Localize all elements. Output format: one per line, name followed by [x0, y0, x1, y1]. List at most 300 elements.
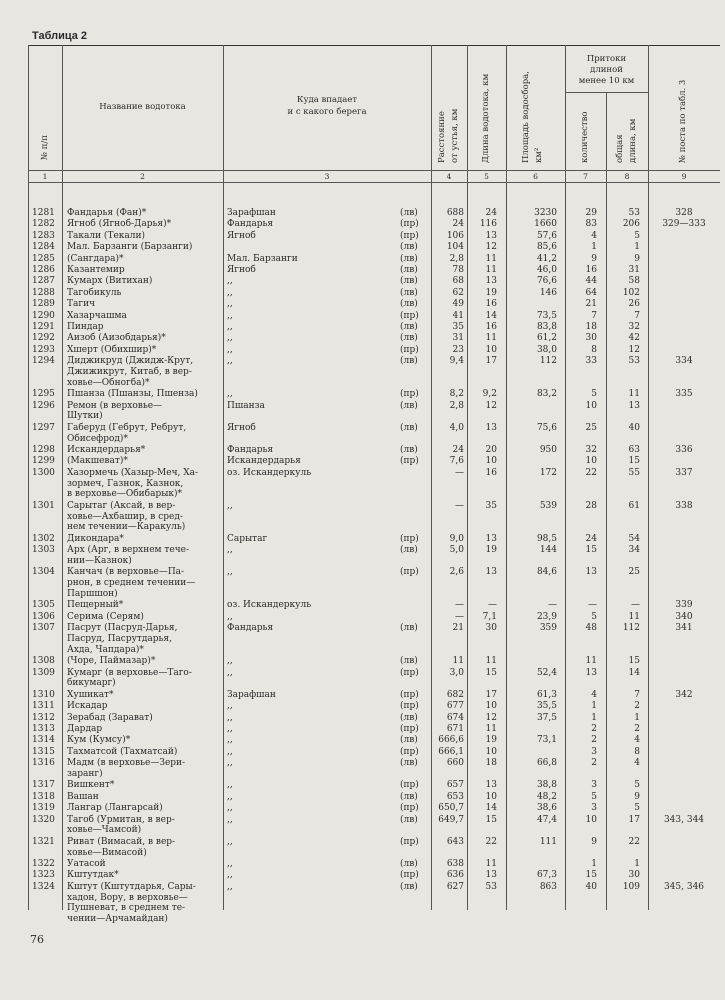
- tributary-count: 24: [585, 533, 597, 544]
- distance-from-mouth: 62: [452, 287, 464, 298]
- watercourse-name: Тахматсой (Тахматсай): [67, 746, 178, 757]
- watercourse-name: Пещерный*: [67, 600, 124, 611]
- inflow-into: ,,: [227, 287, 233, 298]
- distance-from-mouth: 49: [452, 299, 464, 310]
- tributary-count: 5: [591, 611, 597, 622]
- watercourse-length: 13: [485, 230, 497, 241]
- distance-from-mouth: 11: [452, 656, 464, 667]
- distance-from-mouth: 2,8: [449, 400, 464, 411]
- tributary-total-length: 5: [634, 803, 640, 814]
- tributary-total-length: 109: [622, 881, 640, 892]
- watercourse-name: нем течении—Каракуль): [67, 522, 186, 533]
- tributary-total-length: 9: [634, 791, 640, 802]
- row-number: 1300: [32, 467, 55, 478]
- bank-side: (лв): [400, 881, 418, 892]
- basin-area: 41,2: [536, 253, 557, 264]
- distance-from-mouth: 35: [452, 322, 464, 332]
- watercourse-name: Ремон (в верховье—: [67, 400, 163, 411]
- bank-side: (лв): [400, 265, 418, 275]
- row-number: 1302: [32, 533, 55, 544]
- watercourse-length: 7,1: [482, 611, 497, 622]
- watercourse-length: 35: [485, 500, 497, 511]
- tributary-count: 4: [591, 689, 597, 700]
- tributary-total-length: 2: [634, 701, 640, 712]
- distance-from-mouth: 31: [452, 333, 464, 344]
- watercourse-name: в верховье—Обибарык)*: [67, 489, 183, 500]
- row-number: 1296: [32, 400, 55, 411]
- inflow-into: Фандарья: [227, 445, 274, 455]
- row-number: 1314: [32, 735, 55, 746]
- watercourse-length: 16: [485, 467, 497, 478]
- distance-from-mouth: 7,6: [449, 456, 464, 467]
- inflow-into: ,,: [227, 545, 233, 556]
- watercourse-name: Искандердарья*: [67, 445, 146, 455]
- bank-side: (лв): [400, 276, 418, 287]
- row-number: 1310: [32, 689, 55, 700]
- watercourse-name: Пасруд, Пасрутдарья,: [67, 634, 172, 644]
- bank-side: (лв): [400, 400, 418, 411]
- watercourse-name: Дардар: [67, 724, 103, 734]
- watercourse-name: бикумарг): [67, 678, 116, 689]
- inflow-into: ,,: [227, 836, 233, 847]
- watercourse-name: Пшанза (Пшанзы, Пшенза): [67, 389, 198, 400]
- tributary-total-length: 5: [634, 230, 640, 241]
- distance-from-mouth: 666,6: [438, 735, 464, 746]
- watercourse-length: 10: [485, 456, 497, 467]
- post-number: 329—333: [662, 219, 706, 230]
- row-number: 1316: [32, 758, 55, 769]
- tributary-count: 2: [591, 724, 597, 734]
- row-number: 1287: [32, 276, 55, 287]
- basin-area: 359: [539, 623, 557, 634]
- row-number: 1289: [32, 299, 55, 310]
- tributary-count: 3: [591, 746, 597, 757]
- tributary-count: 7: [591, 310, 597, 321]
- watercourse-length: 10: [485, 746, 497, 757]
- tributary-count: 10: [585, 456, 597, 467]
- basin-area: 52,4: [536, 667, 557, 678]
- watercourse-length: 15: [485, 814, 497, 825]
- tributary-total-length: 14: [628, 667, 640, 678]
- inflow-into: ,,: [227, 322, 233, 332]
- inflow-into: ,,: [227, 712, 233, 723]
- bank-side: (лв): [400, 445, 418, 455]
- watercourse-name: (Макшеват)*: [67, 456, 128, 467]
- tributary-count: 64: [585, 287, 597, 298]
- tributary-total-length: 61: [628, 500, 640, 511]
- tributary-count: 1: [591, 701, 597, 712]
- inflow-into: ,,: [227, 500, 233, 511]
- watercourse-length: 12: [485, 242, 497, 253]
- tributary-total-length: 8: [634, 746, 640, 757]
- tributary-count: 3: [591, 803, 597, 814]
- inflow-into: Зарафшан: [227, 208, 276, 218]
- distance-from-mouth: 657: [446, 780, 464, 791]
- tributary-count: 8: [591, 344, 597, 355]
- tributary-total-length: 58: [628, 276, 640, 287]
- bank-side: (лв): [400, 758, 418, 769]
- distance-from-mouth: 41: [452, 310, 464, 321]
- row-number: 1303: [32, 545, 55, 556]
- basin-area: 66,8: [536, 758, 557, 769]
- distance-from-mouth: 9,4: [449, 356, 464, 367]
- watercourse-length: 13: [485, 870, 497, 881]
- distance-from-mouth: 627: [446, 881, 464, 892]
- inflow-into: ,,: [227, 656, 233, 667]
- tributary-count: 5: [591, 389, 597, 400]
- inflow-into: ,,: [227, 881, 233, 892]
- inflow-into: ,,: [227, 567, 233, 578]
- watercourse-name: Джижикрут, Китаб, в вер-: [67, 367, 192, 377]
- bank-side: (пр): [400, 533, 419, 544]
- tributary-count: 2: [591, 758, 597, 769]
- post-number: 334: [675, 356, 693, 367]
- watercourse-name: Аизоб (Аизобдарья)*: [67, 333, 166, 344]
- bank-side: (пр): [400, 389, 419, 400]
- column-number: 6: [533, 172, 538, 181]
- row-number: 1322: [32, 859, 55, 869]
- post-number: 335: [675, 389, 693, 400]
- row-number: 1308: [32, 656, 55, 667]
- bank-side: (лв): [400, 208, 418, 218]
- inflow-into: Мал. Барзанги: [227, 253, 298, 264]
- column-number: 8: [624, 172, 630, 181]
- watercourse-name: Фандарья (Фан)*: [67, 208, 147, 218]
- page-number: 76: [30, 933, 44, 946]
- basin-area: 144: [539, 545, 557, 556]
- tributary-count: 22: [585, 467, 597, 478]
- row-number: 1321: [32, 836, 55, 847]
- column-number: 7: [583, 172, 588, 181]
- row-number: 1291: [32, 322, 55, 332]
- tributary-total-length: 5: [634, 780, 640, 791]
- basin-area: 98,5: [536, 533, 557, 544]
- basin-area: 73,5: [536, 310, 557, 321]
- row-number: 1298: [32, 445, 55, 455]
- bank-side: (пр): [400, 219, 419, 230]
- inflow-into: ,,: [227, 735, 233, 746]
- watercourse-name: Шутки): [67, 411, 103, 422]
- inflow-into: Ягноб: [227, 422, 256, 433]
- row-number: 1297: [32, 422, 55, 433]
- inflow-into: ,,: [227, 299, 233, 310]
- watercourse-name: нии—Казнок): [67, 556, 132, 566]
- tributary-count: 18: [585, 322, 597, 332]
- watercourse-length: 19: [485, 287, 497, 298]
- header-name: Название водотока: [99, 102, 186, 112]
- tributary-total-length: 26: [628, 299, 640, 310]
- watercourse-length: 24: [485, 208, 497, 218]
- distance-from-mouth: 666,1: [438, 746, 464, 757]
- header-distance-2: от устья, км: [450, 108, 460, 163]
- bank-side: (лв): [400, 422, 418, 433]
- tributary-total-length: 22: [628, 836, 640, 847]
- row-number: 1323: [32, 870, 55, 881]
- bank-side: (пр): [400, 230, 419, 241]
- watercourse-name: Ахда, Чапдара)*: [67, 644, 144, 655]
- inflow-into: Ягноб: [227, 230, 256, 241]
- basin-area: 1660: [534, 219, 557, 230]
- bank-side: (лв): [400, 322, 418, 332]
- watercourse-length: 12: [485, 400, 497, 411]
- inflow-into: оз. Искандеркуль: [227, 467, 312, 478]
- inflow-into: ,,: [227, 344, 233, 355]
- basin-area: 38,6: [536, 803, 557, 814]
- watercourse-name: Кштутдак*: [67, 870, 119, 881]
- watercourse-name: рнон, в среднем течении—: [67, 578, 196, 589]
- watercourse-name: Тагоб (Урмитан, в вер-: [67, 814, 175, 825]
- column-number: 9: [681, 172, 687, 181]
- tributary-count: 4: [591, 230, 597, 241]
- watercourse-name: Пушневат, в среднем те-: [67, 903, 186, 914]
- distance-from-mouth: 3,0: [449, 667, 464, 678]
- distance-from-mouth: 671: [446, 724, 464, 734]
- watercourse-name: Диджикруд (Джидж-Крут,: [67, 356, 194, 367]
- tributary-count: 2: [591, 735, 597, 746]
- inflow-into: ,,: [227, 310, 233, 321]
- distance-from-mouth: 2,8: [449, 253, 464, 264]
- inflow-into: Фандарья: [227, 219, 274, 230]
- bank-side: (лв): [400, 253, 418, 264]
- basin-area: —: [548, 600, 557, 611]
- tributary-total-length: 34: [628, 545, 640, 556]
- tributary-total-length: 102: [622, 287, 640, 298]
- distance-from-mouth: 650,7: [438, 803, 464, 814]
- tributary-count: 28: [585, 500, 597, 511]
- post-number: 338: [675, 500, 693, 511]
- column-number: 4: [446, 172, 452, 181]
- tributary-count: 29: [585, 208, 597, 218]
- bank-side: (пр): [400, 567, 419, 578]
- row-number: 1318: [32, 791, 55, 802]
- inflow-into: ,,: [227, 870, 233, 881]
- post-number: 343, 344: [663, 814, 705, 825]
- row-number: 1320: [32, 814, 55, 825]
- row-number: 1313: [32, 724, 55, 734]
- post-number: 328: [675, 208, 693, 218]
- watercourse-length: 17: [485, 356, 497, 367]
- row-number: 1301: [32, 500, 55, 511]
- watercourse-length: 10: [485, 791, 497, 802]
- bank-side: (лв): [400, 712, 418, 723]
- tributary-total-length: 15: [628, 656, 640, 667]
- watercourse-name: Вишкент*: [67, 780, 115, 791]
- row-number: 1311: [32, 701, 55, 712]
- watercourse-name: Пиндар: [67, 322, 104, 332]
- basin-area: 35,5: [536, 701, 557, 712]
- tributary-total-length: 31: [628, 265, 640, 275]
- tributary-count: 10: [585, 400, 597, 411]
- watercourse-length: 19: [485, 545, 497, 556]
- basin-area: 47,4: [536, 814, 557, 825]
- row-number: 1306: [32, 611, 55, 622]
- watercourse-length: 13: [485, 780, 497, 791]
- row-number: 1304: [32, 567, 55, 578]
- watercourse-length: 116: [479, 219, 497, 230]
- watercourse-length: 11: [485, 333, 497, 344]
- tributary-total-length: 13: [628, 400, 640, 411]
- basin-area: 83,2: [536, 389, 557, 400]
- watercourse-length: 9,2: [482, 389, 497, 400]
- watercourse-name: Зерабад (Зарават): [67, 712, 153, 723]
- watercourse-name: ховье—Чамсой): [67, 825, 142, 836]
- tributary-count: 13: [585, 667, 597, 678]
- row-number: 1283: [32, 230, 55, 241]
- watercourse-length: 17: [485, 689, 497, 700]
- tributary-count: 10: [585, 814, 597, 825]
- inflow-into: ,,: [227, 611, 233, 622]
- watercourse-name: Дикондара*: [67, 533, 124, 544]
- distance-from-mouth: 2,6: [449, 567, 464, 578]
- watercourse-length: 10: [485, 701, 497, 712]
- bank-side: (пр): [400, 746, 419, 757]
- column-number: 2: [140, 172, 145, 181]
- post-number: 342: [675, 689, 693, 700]
- tributary-total-length: 7: [634, 310, 640, 321]
- distance-from-mouth: —: [455, 600, 464, 611]
- watercourse-length: 30: [485, 623, 497, 634]
- watercourse-name: Искадар: [67, 701, 108, 712]
- basin-area: 146: [539, 287, 557, 298]
- watercourse-name: ховье—Ахбашир, в сред-: [67, 511, 183, 522]
- watercourse-name: ховье—Вимасой): [67, 847, 147, 858]
- column-number: 5: [484, 172, 489, 181]
- watercourse-length: 10: [485, 344, 497, 355]
- basin-area: 950: [539, 445, 557, 455]
- distance-from-mouth: 677: [446, 701, 464, 712]
- bank-side: (лв): [400, 333, 418, 344]
- row-number: 1288: [32, 287, 55, 298]
- bank-side: (пр): [400, 836, 419, 847]
- watercourse-name: чении—Арчамайдан): [67, 914, 168, 925]
- distance-from-mouth: 23: [452, 344, 464, 355]
- bank-side: (лв): [400, 242, 418, 253]
- post-number: 345, 346: [663, 881, 705, 892]
- bank-side: (лв): [400, 735, 418, 746]
- row-number: 1309: [32, 667, 55, 678]
- bank-side: (лв): [400, 356, 418, 367]
- basin-area: 3230: [534, 208, 557, 218]
- post-number: 337: [675, 467, 693, 478]
- tributary-count: 44: [585, 276, 597, 287]
- row-number: 1312: [32, 712, 55, 723]
- watercourse-name: Габеруд (Гебрут, Ребрут,: [67, 422, 187, 433]
- row-number: 1290: [32, 310, 55, 321]
- tributary-total-length: 1: [634, 859, 640, 869]
- watercourse-length: 20: [485, 445, 497, 455]
- watercourse-name: Серима (Серям): [67, 611, 144, 622]
- row-number: 1295: [32, 389, 55, 400]
- watercourse-length: 13: [485, 567, 497, 578]
- watercourse-length: 13: [485, 422, 497, 433]
- tributary-total-length: 42: [628, 333, 640, 344]
- watercourse-name: (Сангдара)*: [67, 253, 124, 264]
- distance-from-mouth: 4,0: [449, 422, 464, 433]
- basin-area: 67,3: [536, 870, 557, 881]
- tributary-total-length: 54: [628, 533, 640, 544]
- tributary-total-length: —: [631, 600, 640, 611]
- bank-side: (лв): [400, 299, 418, 310]
- header-tributaries-3: менее 10 км: [578, 76, 635, 86]
- tributary-total-length: 1: [634, 712, 640, 723]
- tributary-total-length: 11: [628, 611, 640, 622]
- watercourse-length: 16: [485, 299, 497, 310]
- distance-from-mouth: 688: [446, 208, 464, 218]
- tributary-total-length: 7: [634, 689, 640, 700]
- tributary-total-length: 30: [628, 870, 640, 881]
- watercourse-name: Кум (Кумсу)*: [67, 735, 131, 746]
- bank-side: (лв): [400, 545, 418, 556]
- tributary-total-length: 63: [628, 445, 640, 455]
- inflow-into: ,,: [227, 780, 233, 791]
- watercourse-name: ховье—Обногба)*: [67, 377, 150, 388]
- column-number: 3: [324, 172, 330, 181]
- distance-from-mouth: 8,2: [449, 389, 464, 400]
- tributary-total-length: 2: [634, 724, 640, 734]
- tributary-total-length: 25: [628, 567, 640, 578]
- row-number: 1284: [32, 242, 55, 253]
- tributary-count: 16: [585, 265, 597, 275]
- watercourse-length: 22: [485, 836, 497, 847]
- watercourse-name: Обисефрод)*: [67, 433, 128, 444]
- watercourse-name: Кштут (Кштутдарья, Сары-: [67, 881, 196, 892]
- tributary-total-length: 9: [634, 253, 640, 264]
- tributary-count: 40: [585, 881, 597, 892]
- tributary-count: 9: [591, 253, 597, 264]
- tributary-total-length: 17: [628, 814, 640, 825]
- header-tributaries-1: Притоки: [586, 54, 627, 64]
- watercourse-name: (Чоре, Паймазар)*: [67, 656, 156, 667]
- tributary-total-length: 32: [628, 322, 640, 332]
- inflow-into: ,,: [227, 389, 233, 400]
- header-inflow-1: Куда впадает: [296, 95, 358, 105]
- bank-side: (пр): [400, 724, 419, 734]
- watercourse-name: Мадм (в верховье—Зери-: [67, 758, 186, 769]
- distance-from-mouth: 643: [446, 836, 464, 847]
- tributary-count: 32: [585, 445, 597, 455]
- tributary-count: 1: [591, 859, 597, 869]
- watercourse-length: 16: [485, 322, 497, 332]
- tributary-count: 3: [591, 780, 597, 791]
- distance-from-mouth: 104: [446, 242, 464, 253]
- watercourse-length: 13: [485, 276, 497, 287]
- watercourse-length: 14: [485, 310, 497, 321]
- basin-area: 539: [539, 500, 557, 511]
- inflow-into: ,,: [227, 814, 233, 825]
- tributary-count: 9: [591, 836, 597, 847]
- bank-side: (пр): [400, 803, 419, 814]
- watercourse-length: 18: [485, 758, 497, 769]
- basin-area: 863: [539, 881, 557, 892]
- header-tributaries-2: длиной: [590, 65, 623, 75]
- basin-area: 38,0: [536, 344, 557, 355]
- bank-side: (пр): [400, 689, 419, 700]
- distance-from-mouth: 78: [452, 265, 464, 275]
- row-number: 1286: [32, 265, 55, 275]
- tributary-total-length: 206: [622, 219, 640, 230]
- row-number: 1282: [32, 219, 55, 230]
- basin-area: 111: [539, 836, 557, 847]
- tributary-total-length: 1: [634, 242, 640, 253]
- bank-side: (пр): [400, 780, 419, 791]
- inflow-into: оз. Искандеркуль: [227, 600, 312, 611]
- basin-area: 84,6: [536, 567, 557, 578]
- inflow-into: ,,: [227, 746, 233, 757]
- basin-area: 61,3: [536, 689, 557, 700]
- post-number: 336: [675, 445, 693, 455]
- bank-side: (пр): [400, 310, 419, 321]
- basin-area: 61,2: [536, 333, 557, 344]
